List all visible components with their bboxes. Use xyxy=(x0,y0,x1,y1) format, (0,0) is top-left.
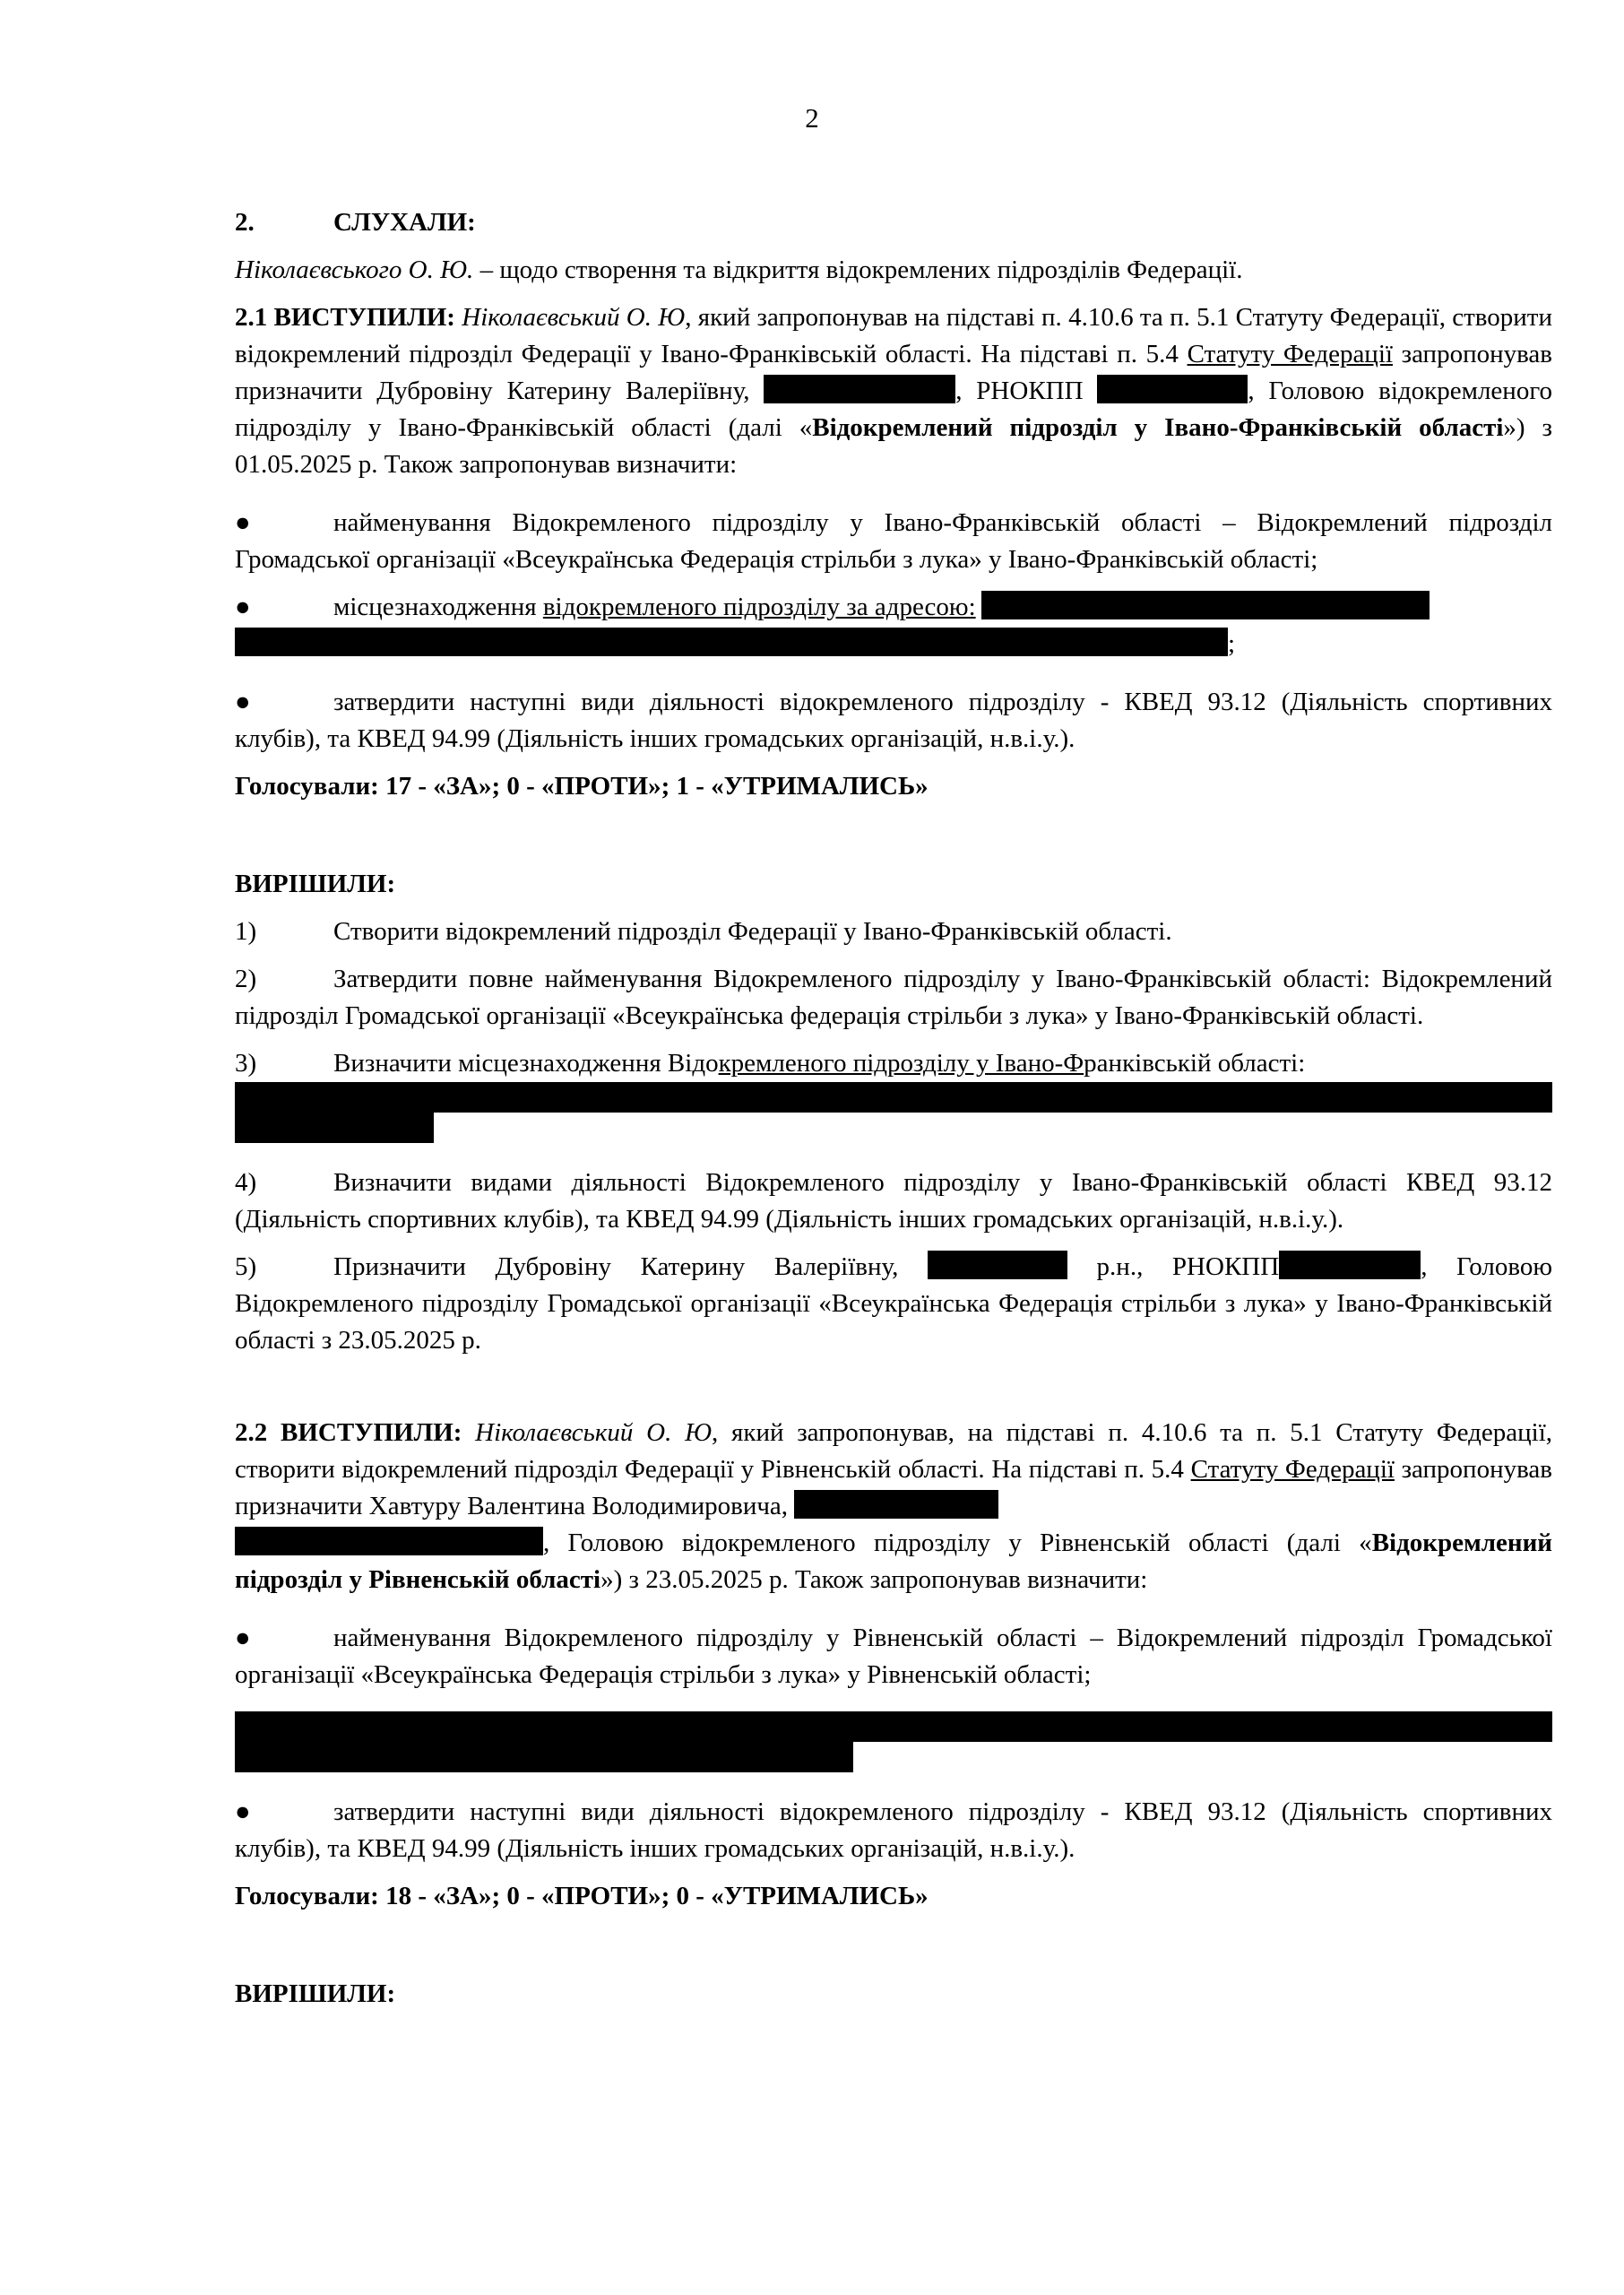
decision-number: 2) xyxy=(235,965,257,993)
speech-2-2-text4: ») з 23.05.2025 р. Також запропонував визначити: xyxy=(600,1565,1148,1594)
vote-result: Голосували: 18 - «ЗА»; 0 - «ПРОТИ»; 0 - «УТРИМАЛИСЬ» xyxy=(235,1882,929,1910)
bullet-text: затвердити наступні види діяльності відокремленого підрозділу - КВЕД 93.12 (Діяльність спортивних клубів), та КВЕД 94.99 (Діяльність інших громадських організацій, н.в.і.у.). xyxy=(235,688,1552,753)
bullet-icon: ● xyxy=(235,688,251,716)
vote-result: Голосували: 17 - «ЗА»; 0 - «ПРОТИ»; 1 - «УТРИМАЛИСЬ» xyxy=(235,772,929,801)
redacted-block xyxy=(235,1082,1552,1113)
bullet-item xyxy=(235,1620,1552,1693)
decision-text: Затвердити повне найменування Відокремленого підрозділу у Івано-Франківській області: Відокремлений підрозділ Громадської організації «Всеукраїнська федерація стрільби з лука» у Івано-Франківській області. xyxy=(235,965,1552,1030)
speech-2-1-text1: , який запропонував на підставі п. 4.10.6 та п. 5.1 Статуту Федерації, створити відокремлений підрозділ Федерації у Івано-Франківській області. На підставі п. 5.4 xyxy=(235,303,1552,368)
speech-2-2-label: 2.2 ВИСТУПИЛИ: xyxy=(235,1418,462,1447)
redacted-block xyxy=(235,1527,543,1555)
speech-2-2-paragraph xyxy=(235,1415,1552,1598)
decision-text: ранківській області: xyxy=(1084,1049,1306,1078)
redacted-block xyxy=(764,375,955,403)
heard-paragraph xyxy=(235,252,1552,289)
bullet-icon: ● xyxy=(235,1624,251,1652)
redacted-block xyxy=(1097,375,1248,403)
bullet-icon: ● xyxy=(235,593,251,621)
speech-2-1-text3: , РНОКПП xyxy=(955,377,1098,405)
speech-2-1-speaker: Ніколаєвський О. Ю xyxy=(462,303,686,332)
decision-item xyxy=(235,961,1552,1035)
speech-2-2-bold-name: Відокремлений підрозділ у Рівненській області xyxy=(235,1529,1552,1594)
speech-2-2-text1: , який запропонував, на підставі п. 4.10.6 та п. 5.1 Статуту Федерації, створити відокремлений підрозділ Федерації у Рівненській області. На підставі п. 5.4 xyxy=(235,1418,1553,1484)
decision-text: Створити відокремлений підрозділ Федерації у Івано-Франківській області. xyxy=(333,917,1172,946)
bullet-text-end: ; xyxy=(1228,629,1236,658)
bullet-text: місцезнаходження xyxy=(333,593,543,621)
decision-item xyxy=(235,1165,1552,1238)
bullet-icon: ● xyxy=(235,508,251,537)
redacted-address xyxy=(235,1711,1552,1772)
heard-text: – щодо створення та відкриття відокремлених підрозділів Федерації. xyxy=(473,255,1243,284)
speech-2-2-text3: , Головою відокремленого підрозділу у Рівненській області (далі « xyxy=(543,1529,1372,1557)
decision-text: р.н., РНОКПП xyxy=(1067,1252,1280,1281)
section-title: СЛУХАЛИ: xyxy=(333,208,476,237)
speech-2-1-paragraph xyxy=(235,299,1552,483)
speech-2-1-bold-name: Відокремлений підрозділ у Івано-Франківській області xyxy=(812,413,1504,442)
redacted-block xyxy=(235,1711,1552,1742)
speech-2-2-statute: Статуту Федерації xyxy=(1190,1455,1395,1484)
decision-text: Призначити Дубровіну Катерину Валеріївну, xyxy=(333,1252,928,1281)
decision-item xyxy=(235,1249,1552,1359)
bullet-text: найменування Відокремленого підрозділу у Рівненській області – Відокремлений підрозділ Громадської організації «Всеукраїнська Федерація стрільби з лука» у Рівненській області; xyxy=(235,1624,1552,1689)
bullet-text-link: відокремленого підрозділу за адресою: xyxy=(542,593,976,621)
section-number: 2. xyxy=(235,208,255,237)
speech-2-1-statute: Статуту Федерації xyxy=(1187,340,1393,368)
decision-number: 1) xyxy=(235,917,257,946)
redacted-block xyxy=(794,1490,998,1519)
bullet-item xyxy=(235,505,1552,578)
redacted-block xyxy=(235,1113,434,1143)
decided-heading: ВИРІШИЛИ: xyxy=(235,870,396,898)
bullet-text: затвердити наступні види діяльності відокремленого підрозділу - КВЕД 93.12 (Діяльність спортивних клубів), та КВЕД 94.99 (Діяльність інших громадських організацій, н.в.і.у.). xyxy=(235,1797,1552,1863)
bullet-text: найменування Відокремленого підрозділу у Івано-Франківській області – Відокремлений підрозділ Громадської організації «Всеукраїнська Федерація стрільби з лука» у Івано-Франківській області; xyxy=(235,508,1552,574)
decision-text: , Головою Відокремленого підрозділу Громадської організації «Всеукраїнська Федерація стрільби з лука» у Івано-Франківській області з 23.05.2025 р. xyxy=(235,1252,1553,1355)
decision-item xyxy=(235,1045,1552,1143)
decision-item xyxy=(235,914,1552,950)
bullet-item xyxy=(235,684,1552,758)
heard-speaker: Ніколаєвського О. Ю. xyxy=(235,255,474,284)
speech-2-2-text2: запропонував призначити Хавтуру Валентина Володимировича, xyxy=(235,1455,1552,1520)
decision-number: 3) xyxy=(235,1049,257,1078)
redacted-block xyxy=(235,628,1228,656)
decision-text: Визначити місцезнаходження Відо xyxy=(333,1049,719,1078)
page-number: 2 xyxy=(805,102,819,134)
document-body xyxy=(235,204,1552,2023)
decided-heading: ВИРІШИЛИ: xyxy=(235,1979,396,2008)
bullet-item xyxy=(235,1794,1552,1867)
redacted-block xyxy=(981,591,1430,619)
speech-2-1-label: 2.1 ВИСТУПИЛИ: xyxy=(235,303,455,332)
speech-2-1-text5: ») з 01.05.2025 р. Також запропонував визначити: xyxy=(235,413,1552,479)
redacted-block xyxy=(1279,1251,1421,1279)
decision-number: 5) xyxy=(235,1252,257,1281)
speech-2-1-text2: запропонував призначити Дубровіну Катерину Валеріївну, xyxy=(235,340,1552,405)
speech-2-1-text4: , Головою відокремленого підрозділу у Івано-Франківській області (далі « xyxy=(235,377,1552,442)
decision-number: 4) xyxy=(235,1168,257,1197)
redacted-block xyxy=(235,1742,853,1772)
decision-text: Визначити видами діяльності Відокремленого підрозділу у Івано-Франківській області КВЕД 93.12 (Діяльність спортивних клубів), та КВЕД 94.99 (Діяльність інших громадських організацій, н.в.і.у.). xyxy=(235,1168,1552,1234)
section-heading xyxy=(235,204,1552,241)
redacted-block xyxy=(928,1251,1067,1279)
decision-text-link: кремленого підрозділу у Івано-Ф xyxy=(718,1049,1084,1078)
bullet-item xyxy=(235,589,1552,663)
speech-2-2-speaker: Ніколаєвський О. Ю xyxy=(475,1418,713,1447)
bullet-icon: ● xyxy=(235,1797,251,1826)
